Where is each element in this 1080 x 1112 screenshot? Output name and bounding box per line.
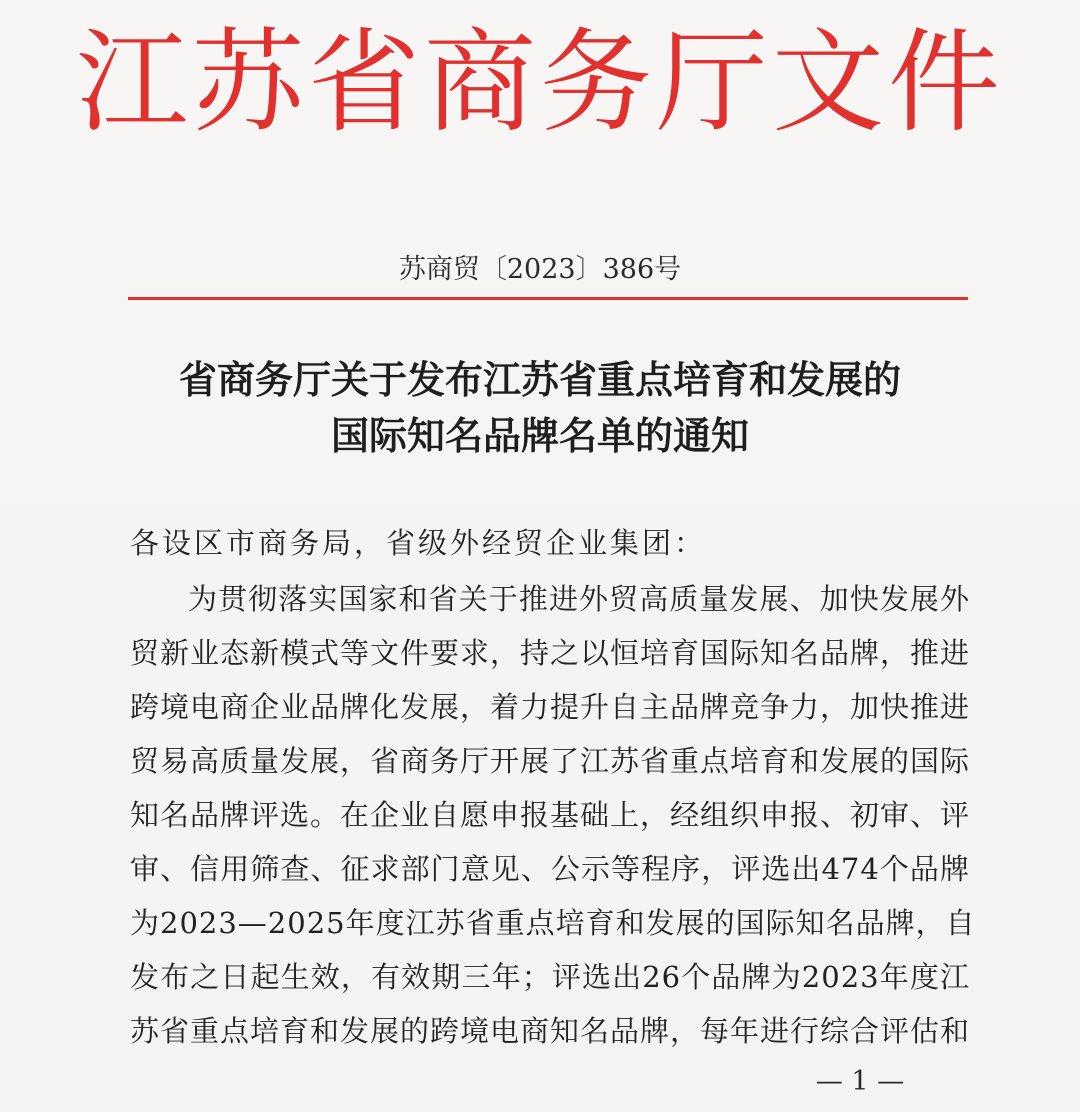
body-line: 跨境电商企业品牌化发展，着力提升自主品牌竞争力，加快推进 (130, 690, 971, 724)
body-line: 为贯彻落实国家和省关于推进外贸高质量发展、加快发展外 (188, 582, 970, 616)
body-text (130, 572, 976, 1058)
body-line: 贸易高质量发展，省商务厅开展了江苏省重点培育和发展的国际 (130, 744, 971, 778)
body-line: 审、信用筛查、征求部门意见、公示等程序，评选出474个品牌 (130, 852, 970, 886)
document-masthead: 江苏省商务厅文件 (76, 18, 1004, 148)
notice-title (0, 352, 1080, 464)
notice-title-line-2: 国际知名品牌名单的通知 (330, 414, 749, 458)
body-line: 为2023—2025年度江苏省重点培育和发展的国际知名品牌，自 (130, 906, 976, 940)
body-line: 贸新业态新模式等文件要求，持之以恒培育国际知名品牌，推进 (130, 636, 971, 670)
page-number: — 1 — (815, 1066, 905, 1097)
body-line: 发布之日起生效，有效期三年；评选出26个品牌为2023年度江 (130, 960, 970, 994)
body-line: 知名品牌评选。在企业自愿申报基础上，经组织申报、初审、评 (130, 798, 971, 832)
notice-title-line-1: 省商务厅关于发布江苏省重点培育和发展的 (178, 358, 901, 402)
salutation: 各设区市商务局，省级外经贸企业集团： (130, 526, 707, 560)
document-number: 苏商贸〔2023〕386号 (398, 254, 682, 285)
body-line: 苏省重点培育和发展的跨境电商知名品牌，每年进行综合评估和 (130, 1014, 971, 1048)
red-divider-line (128, 297, 968, 300)
